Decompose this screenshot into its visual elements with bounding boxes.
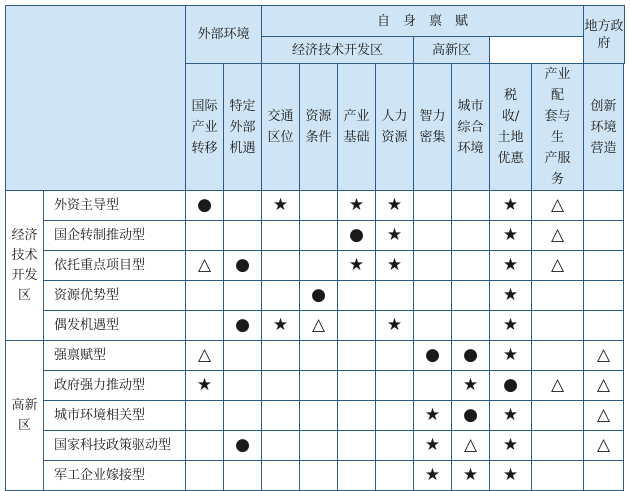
table-cell — [338, 311, 376, 341]
table-cell — [490, 341, 532, 371]
star-marker: ★ — [502, 464, 519, 485]
table-cell — [376, 311, 414, 341]
table-cell — [300, 251, 338, 281]
row-label: 城市环境相关型 — [44, 401, 186, 431]
table-cell — [262, 371, 300, 401]
star-marker: ★ — [196, 374, 213, 395]
table-cell — [338, 281, 376, 311]
table-cell — [262, 191, 300, 221]
table-cell — [452, 371, 490, 401]
table-cell — [414, 371, 452, 401]
table-cell — [376, 371, 414, 401]
table-cell — [532, 251, 584, 281]
triangle-marker: △ — [550, 374, 565, 395]
column-header-label: 特定 外部 机遇 — [229, 98, 256, 156]
star-marker: ★ — [386, 314, 403, 335]
circle-marker: ● — [463, 404, 478, 425]
star-marker: ★ — [386, 194, 403, 215]
table-cell — [338, 251, 376, 281]
triangle-marker: △ — [550, 254, 565, 275]
table-cell — [532, 371, 584, 401]
table-cell — [532, 281, 584, 311]
star-marker: ★ — [462, 464, 479, 485]
table-cell — [376, 191, 414, 221]
table-cell — [452, 251, 490, 281]
column-header-label: 国际 产业 转移 — [191, 98, 218, 156]
row-label: 国家科技政策驱动型 — [44, 431, 186, 461]
column-header — [224, 64, 262, 191]
table-cell — [452, 461, 490, 491]
star-marker: ★ — [424, 434, 441, 455]
table-cell — [338, 431, 376, 461]
table-cell — [224, 341, 262, 371]
circle-marker: ● — [463, 344, 478, 365]
star-marker: ★ — [386, 224, 403, 245]
table-cell — [186, 281, 224, 311]
star-marker: ★ — [348, 194, 365, 215]
table-cell — [376, 431, 414, 461]
table-cell — [262, 431, 300, 461]
table-cell — [584, 311, 624, 341]
triangle-marker: △ — [463, 434, 478, 455]
table-cell — [262, 251, 300, 281]
table-cell — [376, 281, 414, 311]
row-label: 偶发机遇型 — [44, 311, 186, 341]
table-cell — [376, 401, 414, 431]
table-cell — [584, 221, 624, 251]
table-cell — [414, 281, 452, 311]
star-marker: ★ — [462, 374, 479, 395]
triangle-marker: △ — [550, 194, 565, 215]
table-cell — [490, 461, 532, 491]
table-cell — [224, 311, 262, 341]
row-label: 政府强力推动型 — [44, 371, 186, 401]
table-row — [6, 281, 625, 311]
circle-marker: ● — [503, 374, 518, 395]
table-cell — [224, 221, 262, 251]
table-row — [6, 251, 625, 281]
table-cell — [490, 221, 532, 251]
row-label: 依托重点项目型 — [44, 251, 186, 281]
row-label: 强禀赋型 — [44, 341, 186, 371]
table-cell — [584, 251, 624, 281]
column-header-label: 产业 基础 — [343, 109, 370, 145]
table-cell — [338, 371, 376, 401]
table-cell — [532, 191, 584, 221]
table-cell — [186, 371, 224, 401]
row-label: 资源优势型 — [44, 281, 186, 311]
star-marker: ★ — [502, 224, 519, 245]
table-cell — [414, 461, 452, 491]
table-cell — [452, 401, 490, 431]
table-cell — [584, 401, 624, 431]
triangle-marker: △ — [596, 404, 611, 425]
column-header — [376, 64, 414, 191]
circle-marker: ● — [425, 344, 440, 365]
table-cell — [262, 311, 300, 341]
table-cell — [300, 431, 338, 461]
star-marker: ★ — [424, 464, 441, 485]
table-cell — [490, 281, 532, 311]
table-cell — [224, 251, 262, 281]
star-marker: ★ — [502, 254, 519, 275]
star-marker: ★ — [502, 314, 519, 335]
table-cell — [300, 191, 338, 221]
header-ht-zone: 高新区 — [414, 37, 490, 64]
triangle-marker: △ — [197, 344, 212, 365]
table-cell — [300, 341, 338, 371]
column-header — [452, 64, 490, 191]
table-cell — [452, 221, 490, 251]
star-marker: ★ — [502, 344, 519, 365]
table-cell — [224, 281, 262, 311]
table-row — [6, 341, 625, 371]
table-cell — [224, 191, 262, 221]
column-header-label: 产业配 套与生 产服务 — [544, 67, 571, 187]
table-row — [6, 191, 625, 221]
star-marker: ★ — [386, 254, 403, 275]
table-cell — [532, 341, 584, 371]
table-row — [6, 221, 625, 251]
star-marker: ★ — [348, 254, 365, 275]
table-cell — [414, 401, 452, 431]
table-cell — [414, 191, 452, 221]
table-cell — [224, 401, 262, 431]
table-cell — [376, 251, 414, 281]
table-cell — [452, 191, 490, 221]
circle-marker: ● — [311, 284, 326, 305]
header-external: 外部环境 — [186, 6, 262, 64]
table-cell — [490, 401, 532, 431]
table-cell — [300, 371, 338, 401]
header-endowment — [262, 6, 584, 37]
table-cell — [414, 251, 452, 281]
column-header — [186, 64, 224, 191]
star-marker: ★ — [424, 404, 441, 425]
table-cell — [186, 191, 224, 221]
table-cell — [490, 371, 532, 401]
table-cell — [186, 221, 224, 251]
table-cell — [490, 311, 532, 341]
table-cell — [224, 371, 262, 401]
table-cell — [300, 461, 338, 491]
table-cell — [584, 461, 624, 491]
table-cell — [186, 341, 224, 371]
column-header — [490, 64, 532, 191]
table-row — [6, 401, 625, 431]
table-cell — [300, 281, 338, 311]
row-label: 军工企业嫁接型 — [44, 461, 186, 491]
triangle-marker: △ — [596, 434, 611, 455]
table-cell — [452, 311, 490, 341]
table-cell — [414, 311, 452, 341]
table-cell — [414, 221, 452, 251]
triangle-marker: △ — [197, 254, 212, 275]
header-endowment-label: 自 身 禀 赋 — [377, 13, 469, 29]
circle-marker: ● — [349, 224, 364, 245]
table-cell — [584, 341, 624, 371]
star-marker: ★ — [502, 284, 519, 305]
circle-marker: ● — [197, 194, 212, 215]
triangle-marker: △ — [550, 224, 565, 245]
circle-marker: ● — [235, 314, 250, 335]
table-cell — [300, 401, 338, 431]
column-header — [300, 64, 338, 191]
table-cell — [414, 341, 452, 371]
table-cell — [186, 431, 224, 461]
table-cell — [532, 311, 584, 341]
table-cell — [490, 251, 532, 281]
column-header — [532, 64, 584, 191]
table-cell — [532, 401, 584, 431]
header-ed-zone: 经济技术开发区 — [262, 37, 414, 64]
classification-table — [5, 5, 625, 491]
section-label: 高新 区 — [6, 341, 44, 491]
column-header — [262, 64, 300, 191]
table-cell — [376, 461, 414, 491]
table-cell — [452, 431, 490, 461]
table-cell — [338, 191, 376, 221]
table-cell — [262, 281, 300, 311]
corner-cell — [6, 6, 186, 191]
table-cell — [186, 461, 224, 491]
column-header-label: 税收/ 土地 优惠 — [497, 88, 524, 166]
table-cell — [452, 281, 490, 311]
table-cell — [490, 431, 532, 461]
table-cell — [452, 341, 490, 371]
table-cell — [532, 431, 584, 461]
table-row — [6, 431, 625, 461]
table-row — [6, 371, 625, 401]
star-marker: ★ — [502, 194, 519, 215]
column-header — [584, 64, 624, 191]
column-header-label: 智力 密集 — [419, 109, 446, 145]
column-header — [414, 64, 452, 191]
column-header-label: 资源 条件 — [305, 109, 332, 145]
triangle-marker: △ — [596, 344, 611, 365]
table-cell — [532, 221, 584, 251]
circle-marker: ● — [235, 254, 250, 275]
table-cell — [300, 221, 338, 251]
table-cell — [262, 461, 300, 491]
table-row — [6, 311, 625, 341]
table-cell — [490, 191, 532, 221]
column-header-label: 城市 综合 环境 — [457, 98, 484, 156]
table-cell — [300, 311, 338, 341]
table-cell — [584, 431, 624, 461]
table-cell — [414, 431, 452, 461]
table-body — [6, 191, 625, 491]
table-cell — [186, 311, 224, 341]
row-label: 国企转制推动型 — [44, 221, 186, 251]
table-cell — [584, 281, 624, 311]
table-cell — [338, 221, 376, 251]
table-cell — [376, 341, 414, 371]
table-cell — [224, 461, 262, 491]
table-cell — [262, 221, 300, 251]
table-cell — [532, 461, 584, 491]
star-marker: ★ — [272, 314, 289, 335]
table-cell — [338, 341, 376, 371]
column-header-label: 交通 区位 — [267, 109, 294, 145]
header-local-gov: 地方政府 — [584, 6, 625, 64]
column-header — [338, 64, 376, 191]
circle-marker: ● — [235, 434, 250, 455]
table-cell — [338, 401, 376, 431]
table-cell — [376, 221, 414, 251]
star-marker: ★ — [502, 404, 519, 425]
table-cell — [584, 371, 624, 401]
triangle-marker: △ — [311, 314, 326, 335]
column-header-label: 创新 环境 营造 — [590, 98, 617, 156]
table-cell — [338, 461, 376, 491]
table-cell — [186, 401, 224, 431]
table-cell — [262, 341, 300, 371]
table-cell — [186, 251, 224, 281]
star-marker: ★ — [272, 194, 289, 215]
row-label: 外资主导型 — [44, 191, 186, 221]
table-row — [6, 461, 625, 491]
table-cell — [224, 431, 262, 461]
section-label: 经济 技术 开发 区 — [6, 191, 44, 341]
triangle-marker: △ — [596, 374, 611, 395]
star-marker: ★ — [502, 434, 519, 455]
table-cell — [262, 401, 300, 431]
table-cell — [584, 191, 624, 221]
column-header-label: 人力 资源 — [381, 109, 408, 145]
